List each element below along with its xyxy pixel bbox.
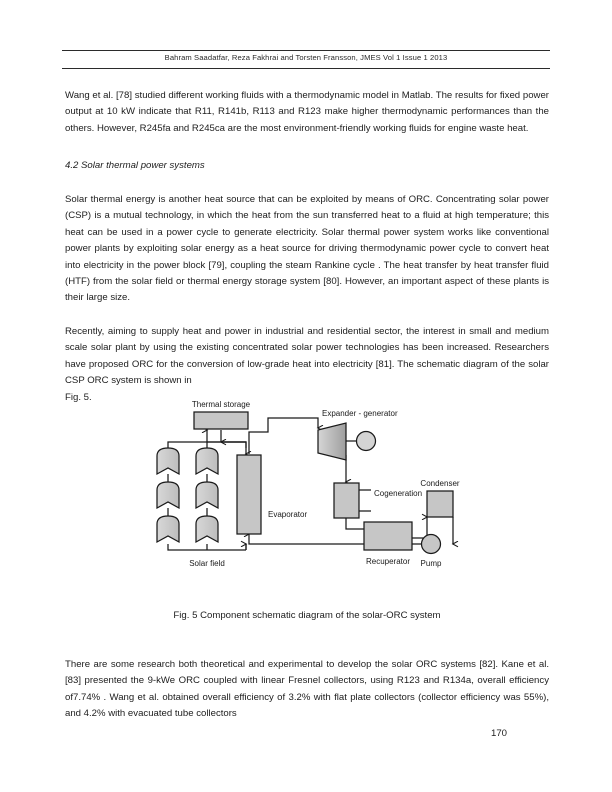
recuperator-label: Recuperator — [365, 557, 411, 566]
paragraph-3 — [65, 324, 549, 406]
condenser-box — [427, 491, 453, 517]
thermal-storage-box — [194, 412, 248, 429]
evaporator-label: Evaporator — [268, 510, 308, 519]
section-heading-4-2: 4.2 Solar thermal power systems — [65, 160, 205, 171]
solar-collector — [196, 482, 218, 508]
evaporator-box — [237, 455, 261, 534]
paragraph-2: Solar thermal energy is another heat source that can be exploited by means of ORC. Concentrating solar power (CSP) is a mutual technology, in which the heat from the sun transferred heat to a fluid at high temperature; this heat can be used in a power cycle to generate electricity. Solar thermal power system works like conventional power plants by exploiting solar energy as a heat source for driving thermodynamic power cycle to convert heat into electricity in the power block [79], coupling the steam Rankine cycle . The heat transfer by heat transfer fluid (HTF) from the solar field or thermal energy storage system [80]. However, an important aspect of these plants is their large size. — [65, 194, 549, 304]
solar-collector — [157, 516, 179, 542]
paragraph-3-main: Recently, aiming to supply heat and power in industrial and residential sector, the interest in small and medium scale solar plant by using the existing concentrated solar power technologies has been increased. Researchers have proposed ORC for the conversion of low-grade heat into electricity [81]. The schematic diagram of the solar CSP ORC system is shown in — [65, 326, 549, 387]
figure-caption: Fig. 5 Component schematic diagram of the solar-ORC system — [173, 610, 441, 621]
pump-label: Pump — [420, 559, 442, 568]
solar-collector — [157, 448, 179, 474]
header-rule-top — [62, 50, 550, 51]
solar-field-label: Solar field — [189, 559, 225, 568]
paragraph-3-tail: Fig. 5. — [65, 391, 92, 403]
solar-collector — [196, 448, 218, 474]
thermal-storage-label: Thermal storage — [191, 400, 251, 409]
solar-collector-array — [157, 448, 218, 542]
cogeneration-label: Cogeneration — [374, 489, 423, 498]
paragraph-1: Wang et al. [78] studied different working fluids with a thermodynamic model in Matlab. The results for fixed power output at 10 kW indicate that R11, R141b, R113 and R123 make higher thermodynamic performances than the others. However, R245fa and R245ca are the most environment-friendly working fluids for engine waste heat. — [65, 90, 549, 134]
pump-circle — [422, 535, 441, 554]
header-rule-bottom — [62, 68, 550, 69]
solar-collector — [196, 516, 218, 542]
expander-turbine — [318, 423, 346, 460]
generator-circle — [357, 432, 376, 451]
running-head: Bahram Saadatfar, Reza Fakhrai and Torsten Fransson, JMES Vol 1 Issue 1 2013 — [164, 53, 448, 62]
condenser-label: Condenser — [420, 479, 460, 488]
expander-generator-label: Expander - generator — [322, 409, 398, 418]
recuperator-box — [364, 522, 412, 550]
page-number: 170 — [490, 728, 507, 739]
paragraph-4: There are some research both theoretical and experimental to develop the solar ORC systems [82]. Kane et al. [83] presented the 9-kWe ORC coupled with linear Fresnel collectors, using R123 and R134a, overall efficiency of7.74% . Wang et al. obtained overall efficiency of 3.2% with flat plate collectors (collector efficiency was 55%), and 4.2% with evacuated tube collectors — [65, 659, 549, 720]
figure-5-solar-orc-schematic — [150, 398, 480, 603]
solar-collector — [157, 482, 179, 508]
cogeneration-box — [334, 483, 359, 518]
